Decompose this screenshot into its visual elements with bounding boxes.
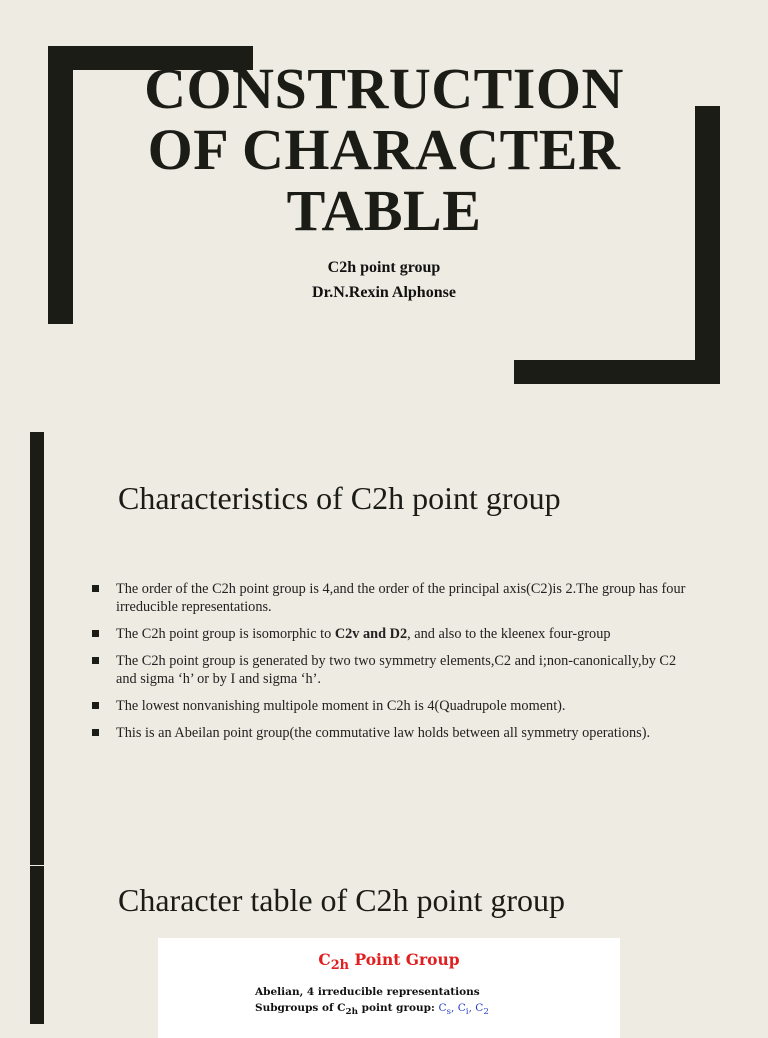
slide-title	[100, 58, 668, 241]
bullet-list	[90, 580, 690, 751]
list-item	[90, 580, 690, 616]
bullet-text: This is an Abeilan point group(the commutative law holds between all symmetry operations).	[116, 725, 651, 741]
title-line: TABLE	[286, 178, 482, 243]
square-bullet-icon	[92, 630, 99, 637]
author: Dr.N.Rexin Alphonse	[312, 284, 456, 301]
title-line: OF CHARACTER	[147, 117, 621, 182]
bullet-text: The order of the C2h point group is 4,and the order of the principal axis(C2)is 2.The group has four irreducible representations.	[116, 581, 686, 615]
bullet-text: The lowest nonvanishing multipole moment in C2h is 4(Quadrupole moment).	[116, 698, 566, 714]
list-item	[90, 697, 690, 715]
frame-bottom-right-horizontal	[514, 360, 720, 384]
slide-accent-bar	[30, 432, 44, 865]
image-line-subgroups: Subgroups of $C_{2h}$ point group: $C_s$, $C_i$, $C_2$	[255, 1002, 489, 1018]
bullet-bold-text: C2v and D2	[334, 626, 408, 642]
character-table-image	[158, 938, 620, 1038]
frame-bottom-right-vertical	[695, 106, 720, 384]
bullet-text: The C2h point group is generated by two two symmetry elements,C2 and i;non-canonically,by C2 and sigma ‘h’ or by I and sigma ‘h’.	[116, 653, 677, 687]
title-line: CONSTRUCTION	[144, 56, 624, 121]
section-heading: Characteristics of C2h point group	[118, 480, 561, 516]
subtitle: C2h point group	[327, 259, 441, 276]
character-table-slide	[0, 866, 768, 1024]
list-item	[90, 724, 690, 742]
title-slide	[0, 0, 768, 420]
square-bullet-icon	[92, 702, 99, 709]
characteristics-slide	[0, 432, 768, 865]
square-bullet-icon	[92, 657, 99, 664]
section-heading: Character table of C2h point group	[118, 882, 565, 918]
square-bullet-icon	[92, 729, 99, 736]
frame-top-left-vertical	[48, 46, 73, 324]
slide-accent-bar	[30, 866, 44, 1024]
square-bullet-icon	[92, 585, 99, 592]
list-item	[90, 652, 690, 688]
bullet-text: , and also to the kleenex four-group	[407, 626, 611, 642]
image-title: $C_{2h}$ Point Group	[318, 950, 460, 974]
image-line-abelian: Abelian, 4 irreducible representations	[255, 986, 480, 998]
bullet-text: The C2h point group is isomorphic to	[116, 626, 335, 642]
list-item	[90, 625, 690, 643]
